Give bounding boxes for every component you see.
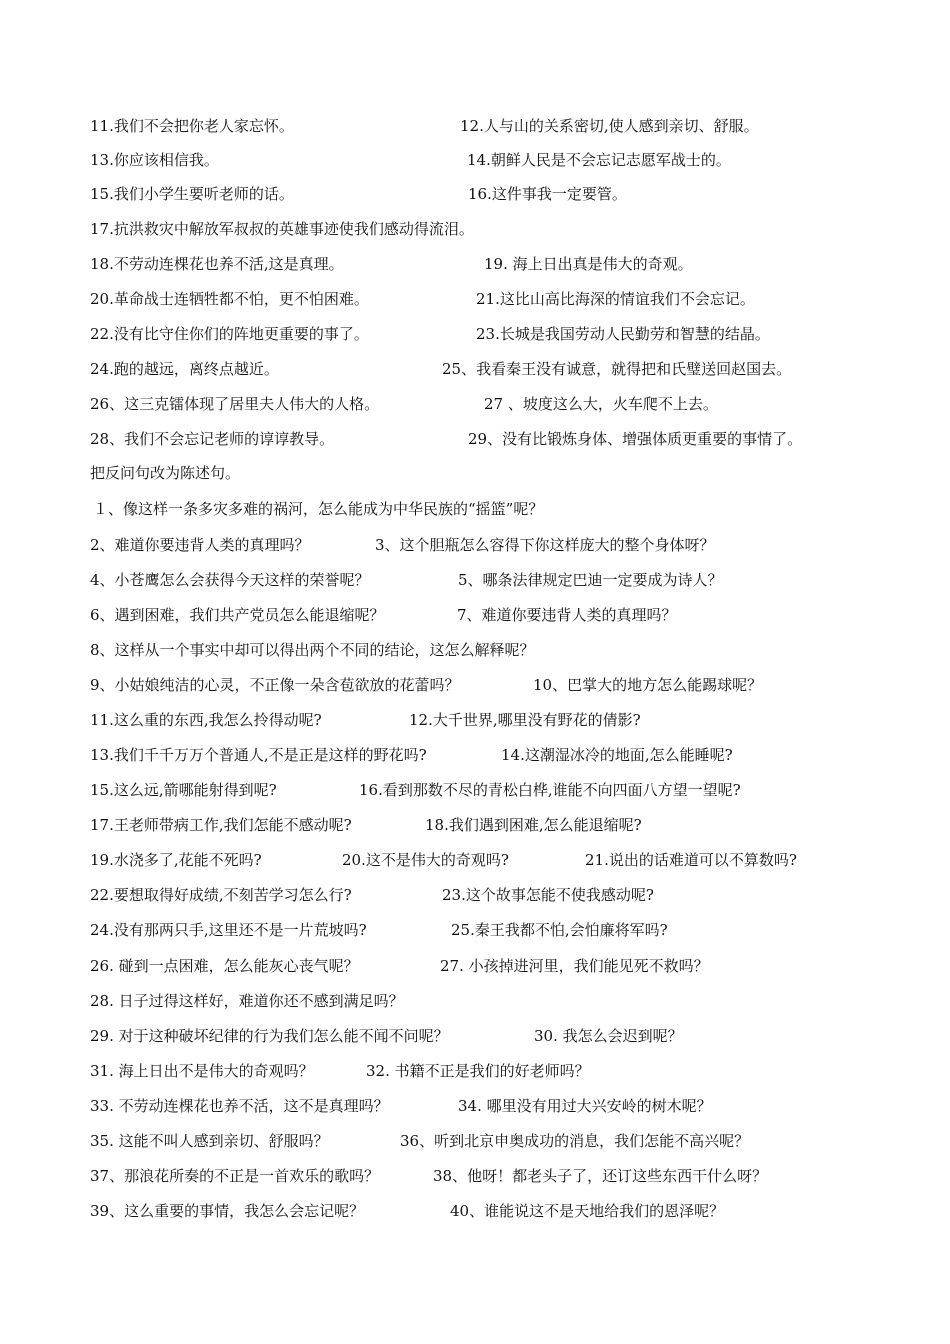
sentence: 32. 书籍不正是我们的好老师吗？ bbox=[366, 1062, 590, 1080]
sentence: 21.说出的话难道可以不算数吗? bbox=[585, 851, 797, 869]
sentence: 33. 不劳动连棵花也养不活，这不是真理吗？ bbox=[90, 1097, 389, 1115]
sentence: 5、哪条法律规定巴迪一定要成为诗人？ bbox=[458, 571, 723, 589]
sentence: 24.跑的越远，离终点越近。 bbox=[90, 360, 279, 378]
sentence: 30. 我怎么会迟到呢？ bbox=[534, 1027, 683, 1045]
sentence: 11.这么重的东西,我怎么拎得动呢? bbox=[90, 711, 322, 729]
sentence: 25.秦王我都不怕,会怕廉将军吗? bbox=[451, 921, 668, 939]
sentence: 28、我们不会忘记老师的谆谆教导。 bbox=[90, 430, 335, 448]
sentence: 35. 这能不叫人感到亲切、舒服吗？ bbox=[90, 1132, 329, 1150]
section-heading-text: 把反问句改为陈述句。 bbox=[90, 464, 241, 482]
sentence: 16.这件事我一定要管。 bbox=[468, 185, 627, 203]
sentence: 6、遇到困难，我们共产党员怎么能退缩呢？ bbox=[90, 606, 385, 624]
sentence: 11.我们不会把你老人家忘怀。 bbox=[90, 117, 294, 135]
sentence: 28. 日子过得这样好，难道你还不感到满足吗？ bbox=[90, 992, 404, 1010]
sentence: 37、那浪花所奏的不正是一首欢乐的歌吗？ bbox=[90, 1167, 380, 1185]
sentence: 22.要想取得好成绩,不刻苦学习怎么行? bbox=[90, 886, 352, 904]
sentence: 23.这个故事怎能不使我感动呢? bbox=[442, 886, 654, 904]
sentence: 17.王老师带病工作,我们怎能不感动呢? bbox=[90, 816, 352, 834]
sentence: 26、这三克镭体现了居里夫人伟大的人格。 bbox=[90, 395, 380, 413]
sentence: 40、谁能说这不是天地给我们的恩泽呢？ bbox=[450, 1202, 725, 1220]
sentence: 13.我们千千万万个普通人,不是正是这样的野花吗? bbox=[90, 746, 427, 764]
sentence: 18.不劳动连棵花也养不活,这是真理。 bbox=[90, 255, 344, 273]
sentence: 19.水浇多了,花能不死吗? bbox=[90, 851, 262, 869]
sentence: 7、难道你要违背人类的真理吗？ bbox=[457, 606, 677, 624]
sentence: 31. 海上日出不是伟大的奇观吗？ bbox=[90, 1062, 314, 1080]
sentence: 36、听到北京申奥成功的消息，我们怎能不高兴呢？ bbox=[400, 1132, 750, 1150]
sentence: 17.抗洪救灾中解放军叔叔的英雄事迹使我们感动得流泪。 bbox=[90, 220, 474, 238]
sentence: 8、这样从一个事实中却可以得出两个不同的结论，这怎么解释呢？ bbox=[90, 641, 535, 659]
sentence: 20.这不是伟大的奇观吗? bbox=[342, 851, 509, 869]
sentence: 24.没有那两只手,这里还不是一片荒坡吗? bbox=[90, 921, 367, 939]
sentence: 14.这潮湿冰冷的地面,怎么能睡呢? bbox=[501, 746, 733, 764]
sentence: 21.这比山高比海深的情谊我们不会忘记。 bbox=[476, 290, 755, 308]
sentence: 26. 碰到一点困难，怎么能灰心丧气呢？ bbox=[90, 957, 359, 975]
sentence: 25、我看秦王没有诚意，就得把和氏璧送回赵国去。 bbox=[442, 360, 792, 378]
sentence: 15.这么远,箭哪能射得到呢? bbox=[90, 781, 277, 799]
sentence: 34. 哪里没有用过大兴安岭的树木呢？ bbox=[458, 1097, 712, 1115]
sentence: 15.我们小学生要听老师的话。 bbox=[90, 185, 294, 203]
sentence: 12.大千世界,哪里没有野花的倩影? bbox=[409, 711, 641, 729]
sentence: 16.看到那数不尽的青松白桦,谁能不向四面八方望一望呢? bbox=[359, 781, 741, 799]
sentence: 20.革命战士连牺牲都不怕，更不怕困难。 bbox=[90, 290, 369, 308]
sentence: 3、这个胆瓶怎么容得下你这样庞大的整个身体呀？ bbox=[375, 536, 715, 554]
sentence: 29. 对于这种破坏纪律的行为我们怎么能不闻不问呢？ bbox=[90, 1027, 449, 1045]
sentence: 4、小苍鹰怎么会获得今天这样的荣誉呢？ bbox=[90, 571, 370, 589]
sentence: １、像这样一条多灾多难的祸河，怎么能成为中华民族的“摇篮”呢？ bbox=[93, 500, 544, 518]
sentence: 19. 海上日出真是伟大的奇观。 bbox=[484, 255, 693, 273]
sentence: 38、他呀！都老头子了，还订这些东西干什么呀？ bbox=[433, 1167, 768, 1185]
sentence: 2、难道你要违背人类的真理吗？ bbox=[90, 536, 310, 554]
sentence: 22.没有比守住你们的阵地更重要的事了。 bbox=[90, 325, 369, 343]
sentence: 14.朝鲜人民是不会忘记志愿军战士的。 bbox=[467, 151, 731, 169]
sentence: 13.你应该相信我。 bbox=[90, 151, 219, 169]
sentence: 9、小姑娘纯洁的心灵，不正像一朵含苞欲放的花蕾吗？ bbox=[90, 676, 460, 694]
sentence: 18.我们遇到困难,怎么能退缩呢? bbox=[425, 816, 642, 834]
sentence: 12.人与山的关系密切,使人感到亲切、舒服。 bbox=[460, 117, 759, 135]
sentence: 10、巴掌大的地方怎么能踢球呢？ bbox=[533, 676, 763, 694]
sentence: 27 、坡度这么大，火车爬不上去。 bbox=[484, 395, 718, 413]
sentence: 39、这么重要的事情，我怎么会忘记呢？ bbox=[90, 1202, 365, 1220]
sentence: 23.长城是我国劳动人民勤劳和智慧的结晶。 bbox=[476, 325, 770, 343]
sentence: 27. 小孩掉进河里，我们能见死不救吗？ bbox=[440, 957, 709, 975]
sentence: 29、没有比锻炼身体、增强体质更重要的事情了。 bbox=[468, 430, 803, 448]
